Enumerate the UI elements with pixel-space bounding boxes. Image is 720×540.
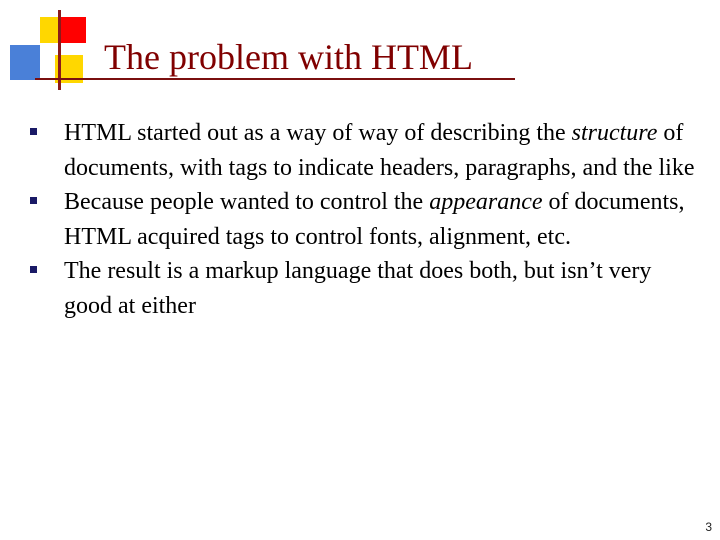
bullet-text <box>64 258 651 319</box>
square-bullet-icon <box>30 266 37 273</box>
square-bullet-icon <box>30 197 37 204</box>
bullet-item <box>20 254 700 323</box>
bullet-segment: of documents, HTML acquired tags to control fonts, alignment, etc. <box>64 189 685 250</box>
square-bullet-icon <box>30 128 37 135</box>
logo-blue-square <box>10 45 40 80</box>
bullet-emphasis: structure <box>571 120 658 146</box>
bullet-emphasis: appearance <box>429 189 543 215</box>
title-underline <box>35 78 515 80</box>
page-number: 3 <box>705 520 712 534</box>
bullet-text <box>64 120 694 181</box>
bullet-segment: Because people wanted to control the <box>64 189 430 215</box>
bullet-segment: HTML started out as a way of way of describing the <box>64 120 572 146</box>
bullet-item <box>20 116 700 185</box>
slide-title: The problem with HTML <box>104 37 473 77</box>
bullet-segment: of documents, with tags to indicate headers, paragraphs, and the like <box>64 120 695 181</box>
bullet-list <box>20 116 700 323</box>
logo-red-square <box>60 17 86 43</box>
slide-logo <box>0 0 120 100</box>
bullet-segment: The result is a markup language that does both, but isn’t very good at either <box>64 258 652 319</box>
bullet-item <box>20 185 700 254</box>
bullet-text <box>64 189 684 250</box>
